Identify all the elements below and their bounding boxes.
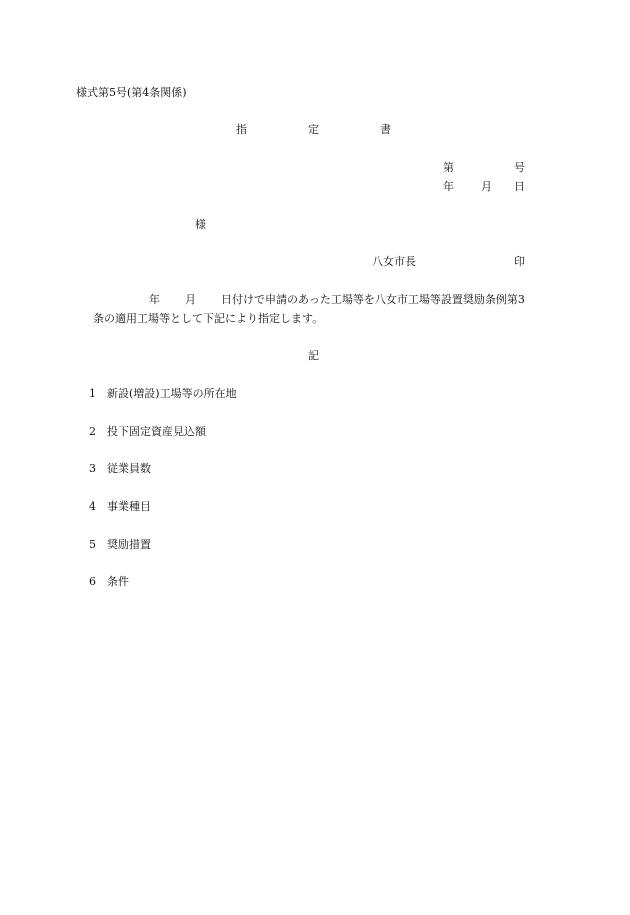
body-month: 月 [185, 293, 196, 306]
body-text-line-1 [0, 293, 630, 307]
item-label: 従業員数 [107, 462, 151, 475]
title-char-2: 定 [308, 123, 319, 136]
item-number: 1 [89, 387, 96, 400]
list-item [0, 462, 630, 476]
item-label: 事業種目 [107, 500, 151, 513]
issuer-name: 八女市長 [372, 255, 416, 268]
item-label: 奨励措置 [107, 538, 151, 551]
item-label: 投下固定資産見込額 [107, 425, 206, 438]
list-item [0, 575, 630, 589]
body-year: 年 [149, 293, 160, 306]
title-char-1: 指 [236, 123, 247, 136]
body-line1-text: 日付けで申請のあった工場等を八女市工場等設置奨励条例第3 [221, 293, 525, 306]
date-month: 月 [481, 180, 492, 193]
document-title [0, 123, 630, 137]
list-item [0, 538, 630, 552]
form-label: 様式第5号(第4条関係) [76, 86, 187, 99]
number-suffix: 号 [514, 161, 525, 174]
seal-mark: 印 [514, 255, 525, 268]
addressee-honorific: 様 [195, 218, 206, 231]
body-text-line-2: 条の適用工場等として下記により指定します。 [93, 312, 324, 325]
date-day: 日 [514, 180, 525, 193]
document-number-line [0, 161, 630, 175]
ki-heading: 記 [308, 349, 319, 362]
number-prefix: 第 [443, 161, 454, 174]
title-char-3: 書 [380, 123, 391, 136]
list-item [0, 387, 630, 401]
item-label: 新設(増設)工場等の所在地 [107, 387, 237, 400]
date-year: 年 [443, 180, 454, 193]
list-item [0, 500, 630, 514]
item-number: 5 [89, 538, 96, 551]
item-number: 4 [89, 500, 96, 513]
item-label: 条件 [107, 575, 129, 588]
item-number: 3 [89, 462, 96, 475]
issuer-line [0, 255, 630, 269]
item-number: 6 [89, 575, 96, 588]
list-item [0, 425, 630, 439]
issue-date-line [0, 180, 630, 194]
item-number: 2 [89, 425, 96, 438]
